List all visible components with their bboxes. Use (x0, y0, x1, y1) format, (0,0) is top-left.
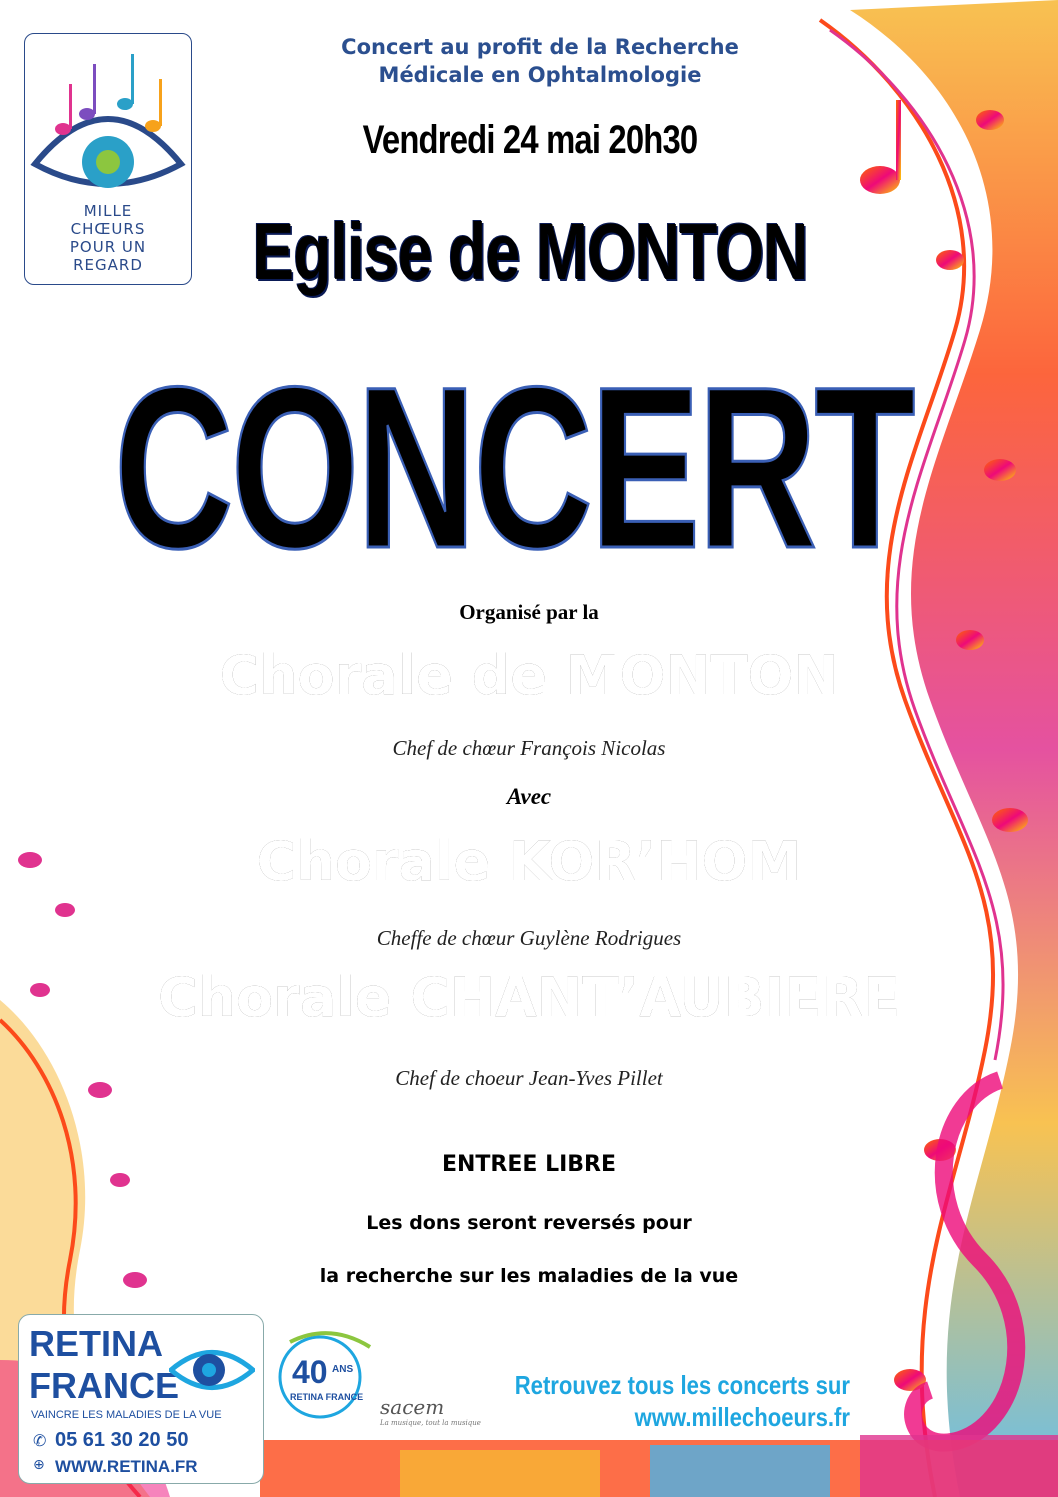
choir-chantaubiere (0, 966, 1058, 1029)
retina-eye-icon (169, 1335, 255, 1405)
retina-tagline: VAINCRE LES MALADIES DE LA VUE (31, 1409, 222, 1421)
retina-france-logo (18, 1314, 264, 1484)
retina-web: WWW.RETINA.FR (55, 1457, 198, 1476)
mille-choeurs-logo (24, 33, 192, 285)
organized-by: Organisé par la (459, 600, 599, 624)
concert-date: Vendredi 24 mai 20h30 (362, 118, 698, 162)
choir-monton-text: Chorale de MONTON (219, 644, 839, 707)
avec-label: Avec (506, 784, 552, 809)
logo-line1: MILLE (83, 202, 133, 220)
chef-monton: Chef de chœur François Nicolas (392, 736, 666, 760)
logo-line2: CHŒURS (70, 220, 146, 238)
website-link[interactable]: www.millechoeurs.fr (634, 1402, 850, 1432)
concert-headline: CONCERT (113, 339, 913, 596)
retina-line2: FRANCE (29, 1365, 179, 1406)
choir-korhom-text: Chorale KOR’HOM (256, 830, 802, 893)
anniversary-logo (270, 1322, 380, 1422)
choir-korhom (0, 830, 1058, 893)
web-icon: ⊕ (33, 1457, 45, 1473)
choir-chantaubiere-text: Chorale CHANT’AUBIERE (158, 966, 900, 1029)
logo-line4: REGARD (73, 256, 143, 274)
logo-line3: POUR UN (69, 238, 147, 256)
entry-free: ENTREE LIBRE (441, 1152, 617, 1177)
retina-phone: 05 61 30 20 50 (55, 1429, 189, 1451)
chef-chantaubiere: Chef de choeur Jean-Yves Pillet (395, 1066, 663, 1090)
phone-icon: ✆ (33, 1431, 47, 1450)
venue-title: Eglise de MONTON (252, 207, 808, 296)
choir-monton (0, 644, 1058, 707)
subtitle-line1: Concert au profit de la Recherche (341, 35, 739, 59)
donations-line1: Les dons seront reversés pour (366, 1212, 692, 1234)
sacem-tagline: La musique, tout la musique (380, 1419, 481, 1427)
donations-line2: la recherche sur les maladies de la vue (319, 1265, 739, 1287)
anniversary-number: 40 (292, 1354, 328, 1390)
chef-korhom: Cheffe de chœur Guylène Rodrigues (376, 926, 682, 950)
sacem-text: sacem (380, 1395, 445, 1419)
retina-line1: RETINA (29, 1323, 163, 1364)
anniversary-brand: RETINA FRANCE (290, 1392, 364, 1402)
find-all-concerts: Retrouvez tous les concerts sur (514, 1370, 850, 1400)
subtitle-line2: Médicale en Ophtalmologie (378, 63, 702, 87)
subtitle (180, 33, 900, 89)
anniversary-unit: ANS (332, 1364, 354, 1375)
eye-music-icon (25, 34, 191, 204)
